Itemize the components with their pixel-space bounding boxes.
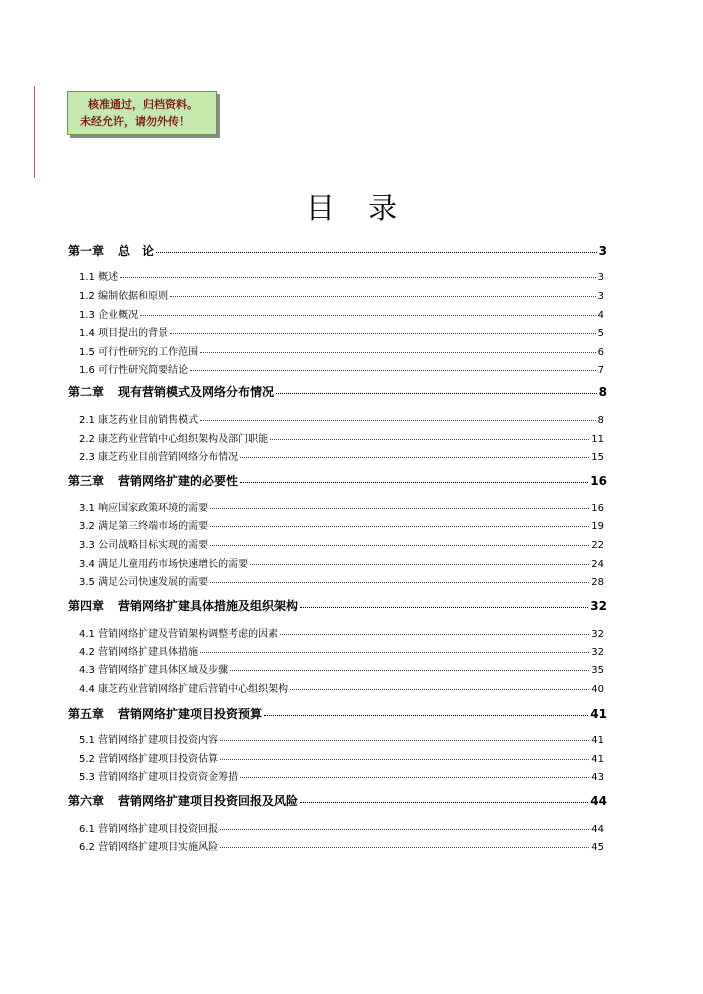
dot-leader [270, 439, 589, 440]
toc-entry-title: 1.3 企业概况 [79, 310, 139, 321]
toc-entry-title: 3.5 满足公司快速发展的需要 [79, 577, 209, 588]
dot-leader [230, 670, 589, 671]
toc-page-number: 16 [591, 503, 604, 514]
dot-leader [264, 715, 588, 716]
dot-leader [300, 607, 588, 608]
dot-leader [240, 482, 588, 483]
toc-section-row[interactable] [79, 625, 604, 640]
toc-section-row[interactable] [79, 643, 604, 658]
dot-leader [276, 393, 597, 394]
toc-entry-title: 2.3 康芝药业目前营销网络分布情况 [79, 452, 239, 463]
toc-section-row[interactable] [79, 499, 604, 514]
dot-leader [220, 847, 589, 848]
toc-page-number: 16 [590, 474, 607, 488]
dot-leader [156, 252, 597, 253]
toc-section-row[interactable] [79, 361, 604, 376]
toc-page-number: 3 [598, 244, 607, 258]
dot-leader [200, 652, 589, 653]
toc-entry-title: 营销网络扩建项目投资回报及风险 [118, 794, 299, 808]
toc-section-row[interactable] [79, 820, 604, 835]
toc-entry-title: 4.4 康芝药业营销网络扩建后营销中心组织架构 [79, 684, 289, 695]
toc-entry-title: 6.2 营销网络扩建项目实施风险 [79, 842, 219, 853]
toc-page-number: 15 [591, 452, 604, 463]
toc-page-number: 43 [591, 772, 604, 783]
stamp-line-1: 核准通过，归档资料。 [88, 98, 198, 111]
margin-line [34, 86, 35, 178]
toc-chapter-number: 第四章 [68, 599, 105, 613]
toc-page-number: 40 [591, 684, 604, 695]
toc-page-number: 3 [597, 272, 604, 283]
dot-leader [170, 333, 596, 334]
dot-leader [220, 829, 589, 830]
toc-page-number: 32 [590, 599, 607, 613]
toc-entry-title: 3.3 公司战略目标实现的需要 [79, 540, 209, 551]
confidential-stamp [67, 91, 217, 135]
toc-entry-title: 1.4 项目提出的背景 [79, 328, 169, 339]
dot-leader [170, 296, 596, 297]
toc-entry-title: 1.1 概述 [79, 272, 119, 283]
toc-entry-title: 4.1 营销网络扩建及营销架构调整考虑的因素 [79, 629, 279, 640]
toc-entry-title: 3.2 满足第三终端市场的需要 [79, 521, 209, 532]
toc-chapter-number: 第六章 [68, 794, 105, 808]
dot-leader [280, 634, 589, 635]
toc-section-row[interactable] [79, 536, 604, 551]
page-title: 目 录 [305, 191, 410, 225]
dot-leader [290, 689, 589, 690]
toc-page-number: 24 [591, 559, 604, 570]
toc-entry-title: 4.3 营销网络扩建具体区域及步骤 [79, 665, 229, 676]
toc-page-number: 44 [591, 824, 604, 835]
toc-page-number: 6 [597, 347, 604, 358]
toc-entry-title: 2.1 康芝药业目前销售模式 [79, 415, 199, 426]
stamp-line-2: 未经允许，请勿外传！ [80, 115, 190, 128]
toc-page-number: 32 [591, 629, 604, 640]
toc-entry-title: 5.1 营销网络扩建项目投资内容 [79, 735, 219, 746]
dot-leader [200, 420, 596, 421]
toc-page-number: 41 [591, 754, 604, 765]
toc-entry-title: 2.2 康芝药业营销中心组织架构及部门职能 [79, 434, 269, 445]
toc-section-row[interactable] [79, 517, 604, 532]
toc-chapter-row[interactable] [68, 705, 607, 722]
dot-leader [220, 740, 589, 741]
toc-chapter-row[interactable] [68, 792, 607, 809]
toc-section-row[interactable] [79, 661, 604, 676]
toc-section-row[interactable] [79, 731, 604, 746]
toc-section-row[interactable] [79, 750, 604, 765]
toc-page-number: 3 [597, 291, 604, 302]
toc-entry-title: 3.1 响应国家政策环境的需要 [79, 503, 209, 514]
toc-section-row[interactable] [79, 430, 604, 445]
toc-entry-title: 营销网络扩建项目投资预算 [118, 707, 263, 721]
toc-entry-title: 营销网络扩建具体措施及组织架构 [118, 599, 299, 613]
toc-section-row[interactable] [79, 448, 604, 463]
toc-chapter-number: 第三章 [68, 474, 105, 488]
toc-section-row[interactable] [79, 680, 604, 695]
toc-page-number: 8 [598, 385, 607, 399]
dot-leader [250, 564, 589, 565]
toc-entry-title: 5.3 营销网络扩建项目投资资金筹措 [79, 772, 239, 783]
dot-leader [210, 526, 589, 527]
toc-page-number: 45 [591, 842, 604, 853]
toc-chapter-number: 第二章 [68, 385, 105, 399]
dot-leader [140, 315, 596, 316]
dot-leader [210, 582, 589, 583]
toc-entry-title: 1.6 可行性研究简要结论 [79, 365, 189, 376]
dot-leader [120, 277, 596, 278]
toc-section-row[interactable] [79, 573, 604, 588]
toc-entry-title: 1.2 编制依据和原则 [79, 291, 169, 302]
toc-section-row[interactable] [79, 306, 604, 321]
toc-entry-title: 3.4 满足儿童用药市场快速增长的需要 [79, 559, 249, 570]
toc-page-number: 22 [591, 540, 604, 551]
toc-entry-title: 5.2 营销网络扩建项目投资估算 [79, 754, 219, 765]
toc-section-row[interactable] [79, 268, 604, 283]
toc-page-number: 8 [597, 415, 604, 426]
toc-section-row[interactable] [79, 555, 604, 570]
toc-chapter-row[interactable] [68, 242, 607, 259]
toc-chapter-number: 第五章 [68, 707, 105, 721]
dot-leader [240, 457, 589, 458]
toc-entry-title: 4.2 营销网络扩建具体措施 [79, 647, 199, 658]
toc-entry-title: 6.1 营销网络扩建项目投资回报 [79, 824, 219, 835]
toc-section-row[interactable] [79, 287, 604, 302]
toc-entry-title: 现有营销模式及网络分布情况 [118, 385, 275, 399]
toc-entry-title: 1.5 可行性研究的工作范围 [79, 347, 199, 358]
toc-page-number: 11 [591, 434, 604, 445]
toc-chapter-number: 第一章 [68, 244, 105, 258]
toc-page-number: 44 [590, 794, 607, 808]
dot-leader [220, 759, 589, 760]
toc-page-number: 35 [591, 665, 604, 676]
dot-leader [200, 352, 596, 353]
dot-leader [240, 777, 589, 778]
toc-page-number: 28 [591, 577, 604, 588]
toc-page-number: 4 [597, 310, 604, 321]
toc-chapter-row[interactable] [68, 597, 607, 614]
dot-leader [300, 802, 588, 803]
toc-page-number: 7 [597, 365, 604, 376]
toc-section-row[interactable] [79, 838, 604, 853]
toc-chapter-row[interactable] [68, 383, 607, 400]
toc-page-number: 41 [591, 735, 604, 746]
dot-leader [210, 508, 589, 509]
toc-page-number: 5 [597, 328, 604, 339]
toc-section-row[interactable] [79, 343, 604, 358]
toc-page-number: 32 [591, 647, 604, 658]
toc-section-row[interactable] [79, 411, 604, 426]
toc-page-number: 19 [591, 521, 604, 532]
toc-page-number: 41 [590, 707, 607, 721]
toc-entry-title: 总 论 [118, 244, 155, 258]
toc-chapter-row[interactable] [68, 472, 607, 489]
toc-entry-title: 营销网络扩建的必要性 [118, 474, 239, 488]
toc-section-row[interactable] [79, 324, 604, 339]
toc-section-row[interactable] [79, 768, 604, 783]
dot-leader [190, 370, 596, 371]
dot-leader [210, 545, 589, 546]
